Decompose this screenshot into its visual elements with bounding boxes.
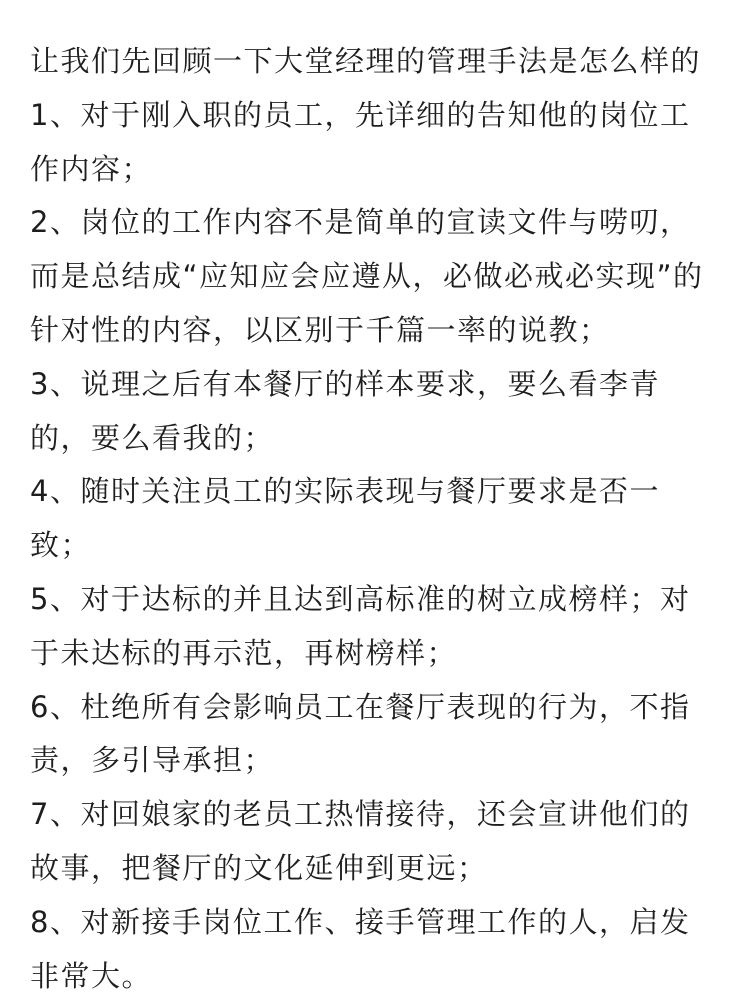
item-8-line-2: 非常大。	[30, 958, 153, 993]
item-1-line-1: 1、对于刚入职的员工，先详细的告知他的岗位工	[30, 97, 691, 132]
item-6-line-1: 6、杜绝所有会影响员工在餐厅表现的行为，不指	[30, 689, 691, 724]
item-7-line-2: 故事，把餐厅的文化延伸到更远；	[30, 850, 488, 885]
item-1-line-2: 作内容；	[30, 151, 153, 186]
item-7-line-1: 7、对回娘家的老员工热情接待，还会宣讲他们的	[30, 797, 691, 832]
intro-line: 让我们先回顾一下大堂经理的管理手法是怎么样的	[30, 44, 702, 78]
document-body	[30, 35, 730, 1003]
item-5-line-2: 于未达标的再示范，再树榜样；	[30, 635, 458, 670]
item-5-line-1: 5、对于达标的并且达到高标准的树立成榜样；对	[30, 581, 691, 616]
item-6-line-2: 责，多引导承担；	[30, 743, 275, 778]
item-2-line-3: 针对性的内容，以区别于千篇一率的说教；	[30, 312, 610, 347]
item-2-line-2: 而是总结成“应知应会应遵从，必做必戒必实现”的	[30, 259, 704, 294]
item-3-line-2: 的，要么看我的；	[30, 420, 275, 455]
item-2-line-1: 2、岗位的工作内容不是简单的宣读文件与唠叨，	[30, 205, 691, 240]
item-8-line-1: 8、对新接手岗位工作、接手管理工作的人，启发	[30, 904, 691, 939]
item-3-line-1: 3、说理之后有本餐厅的样本要求，要么看李青	[30, 366, 660, 401]
item-4-line-2: 致；	[30, 528, 92, 563]
item-4-line-1: 4、随时关注员工的实际表现与餐厅要求是否一	[30, 474, 660, 509]
